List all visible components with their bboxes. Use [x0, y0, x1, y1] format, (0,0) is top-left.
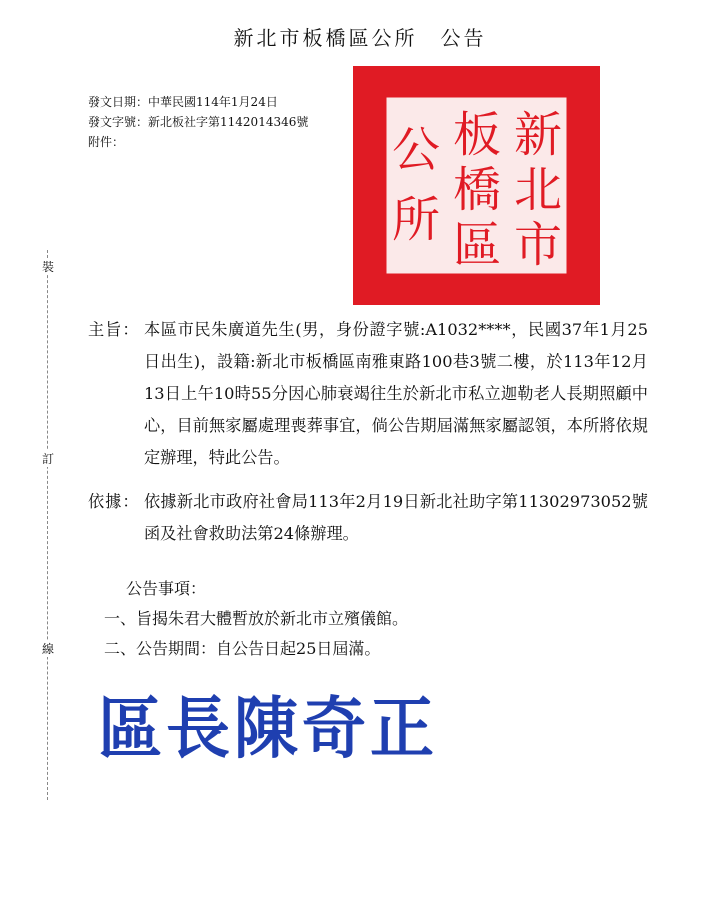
- notice-item: [104, 604, 408, 634]
- basis-text: 依據新北市政府社會局113年2月19日新北社助字第11302973052號函及社會救助法第24條辦理。: [144, 492, 648, 543]
- binding-mark-top: 裝: [41, 260, 54, 274]
- svg-text:北: 北: [513, 162, 563, 218]
- signature-stamp: [96, 676, 456, 772]
- page-title: 新北市板橋區公所 公告: [233, 26, 487, 50]
- svg-text:新: 新: [513, 107, 563, 163]
- svg-text:市: 市: [513, 217, 563, 273]
- binding-mark-bottom: 線: [41, 642, 54, 656]
- notice-item-text: 公告期間：自公告日起25日屆滿。: [136, 639, 381, 658]
- notice-item-number: 二、: [104, 639, 137, 658]
- svg-text:公: 公: [391, 122, 441, 178]
- svg-text:所: 所: [391, 192, 441, 248]
- svg-text:區: 區: [452, 217, 502, 273]
- binding-mark-middle: 訂: [41, 452, 54, 466]
- basis-label: 依據：: [88, 492, 140, 511]
- meta-document-number: [88, 112, 308, 132]
- svg-text:板: 板: [452, 107, 502, 163]
- meta-issue-date: [88, 92, 278, 112]
- official-seal: [353, 66, 600, 305]
- meta-attachment: [88, 132, 124, 152]
- notice-item: [104, 634, 380, 664]
- signature-text: 區長陳奇正: [98, 689, 438, 768]
- meta-label: 發文字號：: [88, 115, 149, 129]
- basis-paragraph: [88, 486, 648, 550]
- svg-text:橋: 橋: [452, 162, 502, 218]
- subject-paragraph: [88, 314, 648, 474]
- notice-item-number: 一、: [104, 609, 137, 628]
- meta-value: 中華民國114年1月24日: [148, 95, 278, 109]
- meta-label: 發文日期：: [88, 95, 149, 109]
- binding-line: [47, 250, 48, 800]
- notice-heading: 公告事項：: [126, 579, 207, 598]
- subject-text: 本區市民朱廣道先生(男，身份證字號:A1032****，民國37年1月25日出生)，設籍:新北市板橋區南雅東路100巷3號二樓，於113年12月13日上午10時55分因心肺衰竭往生於新北市私立迦勒老人長期照顧中心，目前無家屬處理喪葬事宜，倘公告期屆滿無家屬認領，本所將依規定辦理，特此公告。: [144, 320, 648, 467]
- meta-label: 附件：: [88, 135, 125, 149]
- meta-value: 新北板社字第1142014346號: [148, 115, 309, 129]
- subject-label: 主旨：: [88, 320, 140, 339]
- notice-item-text: 旨揭朱君大體暫放於新北市立殯儀館。: [136, 609, 409, 628]
